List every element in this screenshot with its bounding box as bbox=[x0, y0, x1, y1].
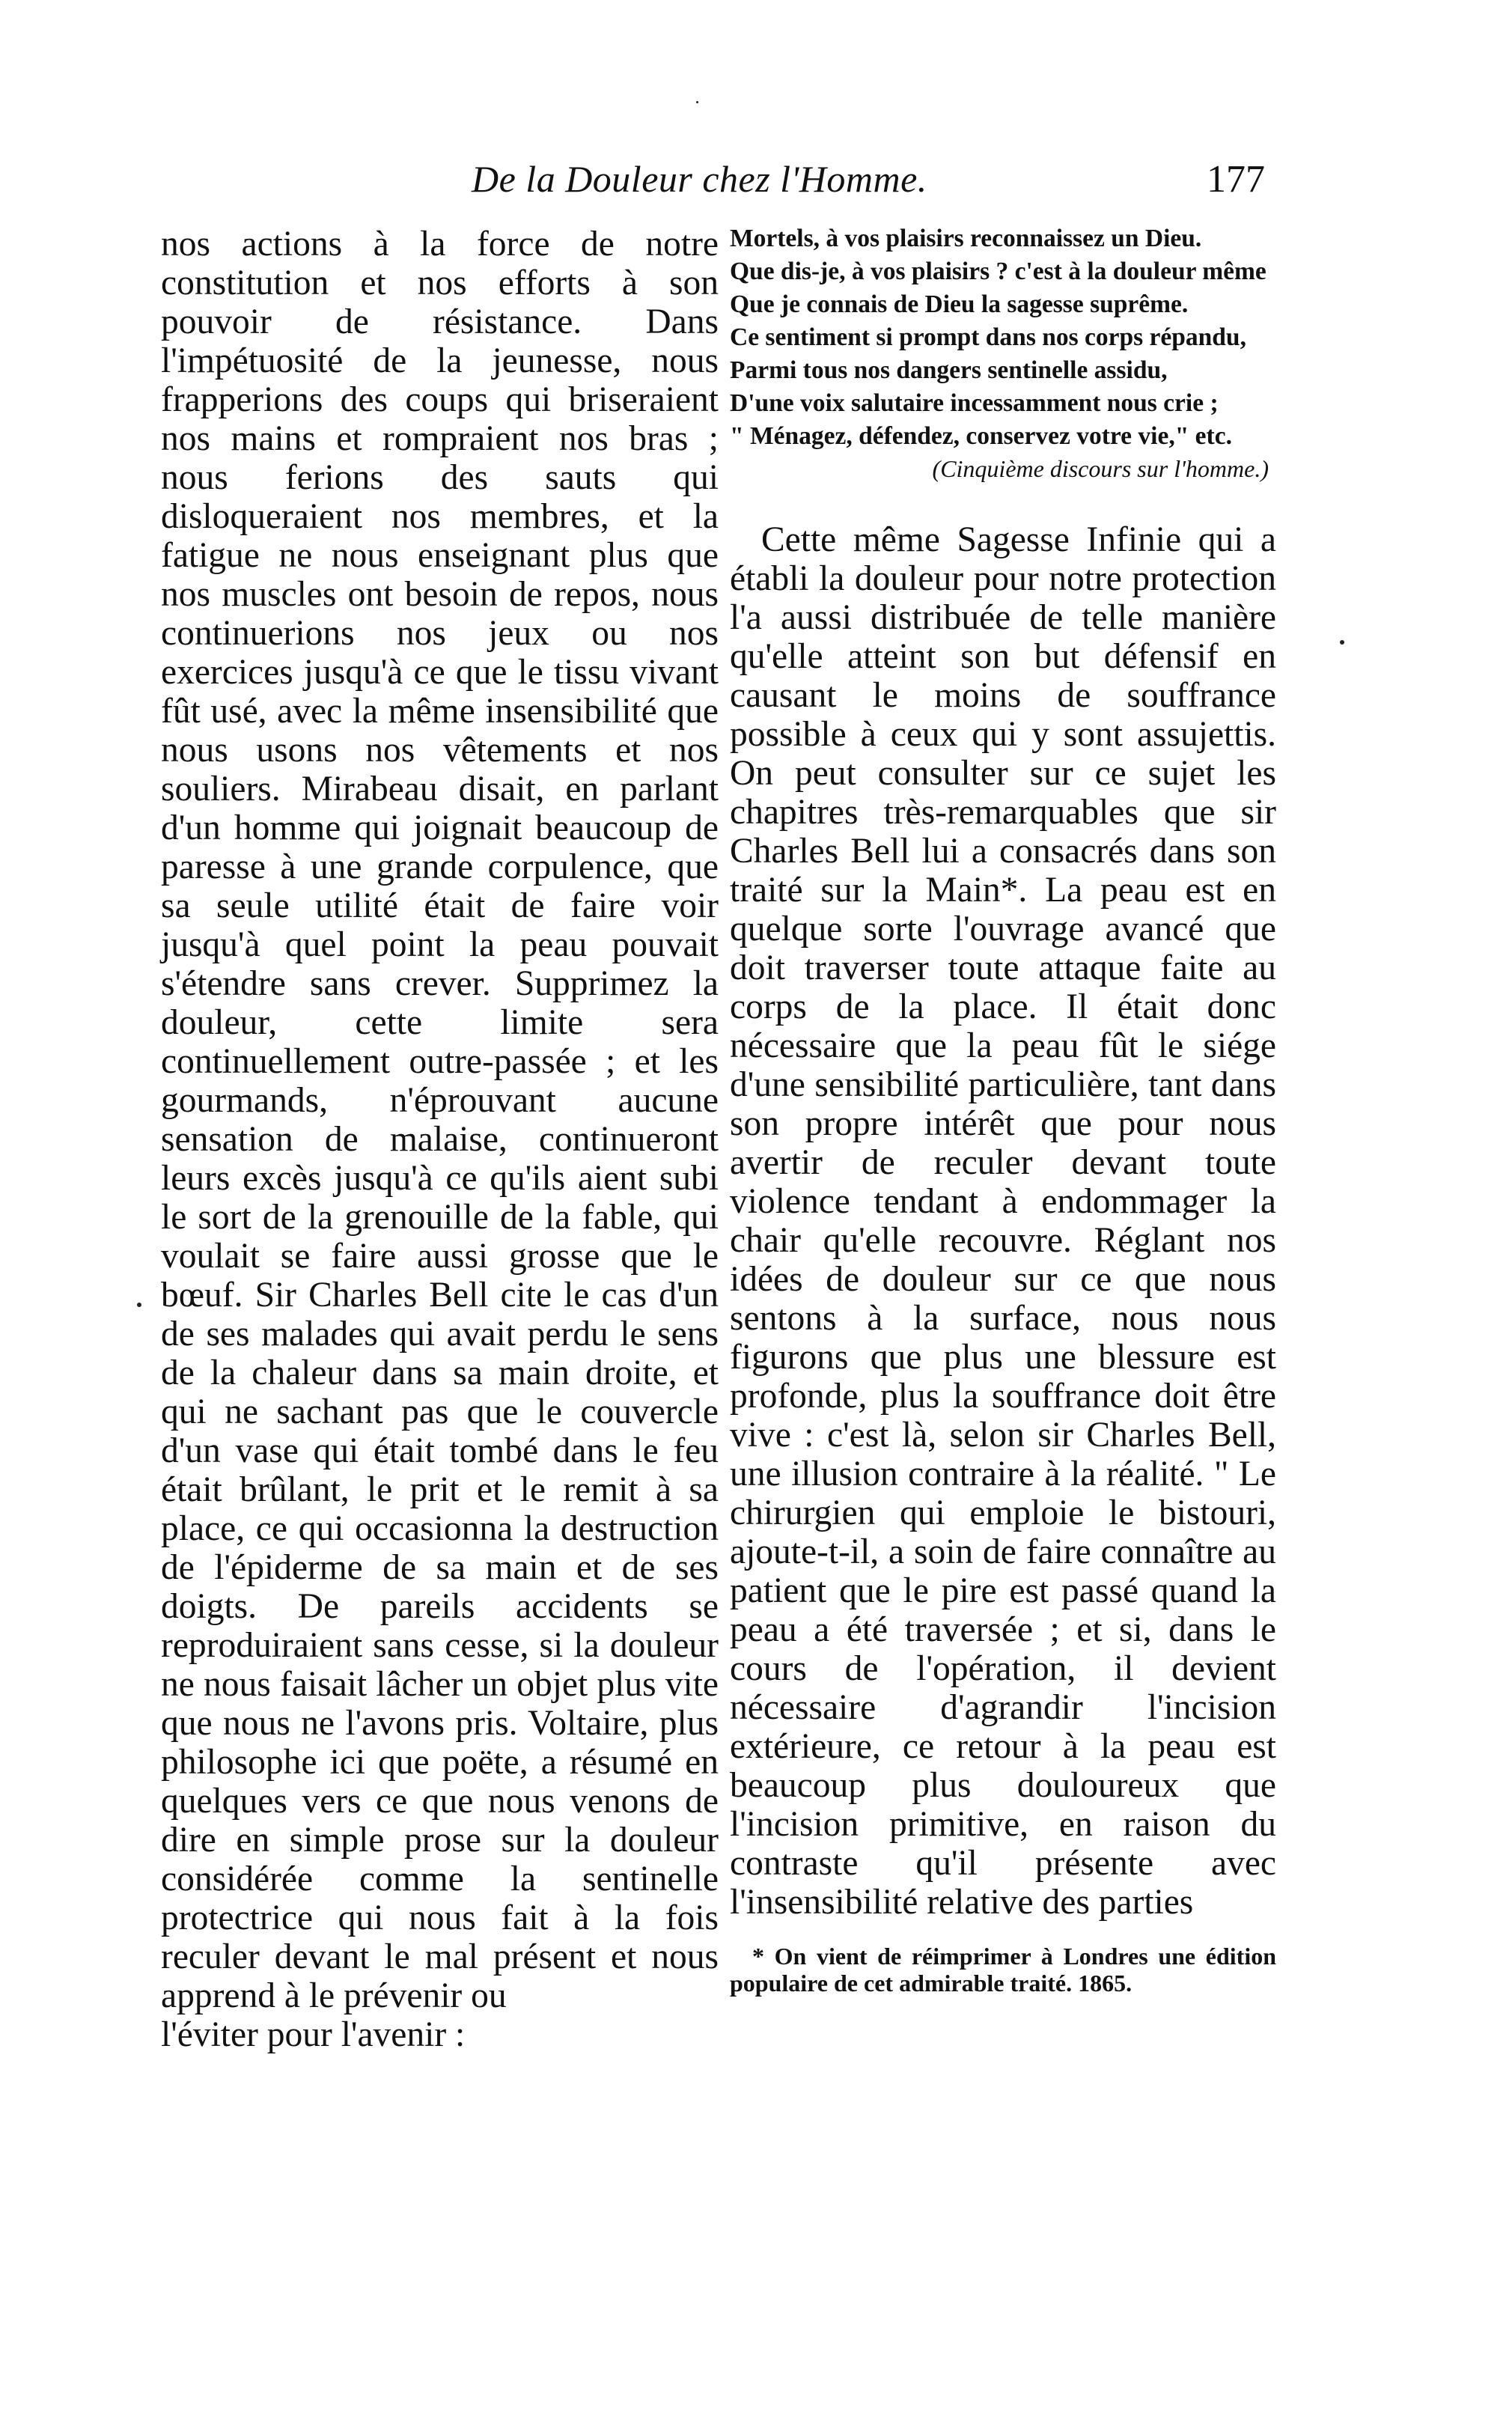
footnote: * On vient de réimprimer à Londres une édition populaire de cet admirable traité. 1865. bbox=[730, 1943, 1276, 1997]
verse-source: (Cinquième discours sur l'homme.) bbox=[932, 455, 1269, 482]
verse-line: Que dis-je, à vos plaisirs ? c'est à la douleur même bbox=[730, 258, 1266, 285]
right-column bbox=[730, 225, 1276, 1997]
left-column-text: nos actions à la force de notre constitution et nos efforts à son pouvoir de résistance. Dans l'impétuosité de la jeunesse, nous frapperions des coups qui briseraient nos mains et rompraient nos bras ; nous ferions des sauts qui disloqueraient nos membres, et la fatigue ne nous enseignant plus que nos muscles ont besoin de repos, nous continuerions nos jeux ou nos exercices jusqu'à ce que le tissu vivant fût usé, avec la même insensibilité que nous usons nos vêtements et nos souliers. Mirabeau disait, en parlant d'un homme qui joignait beaucoup de paresse à une grande corpulence, que sa seule utilité était de faire voir jusqu'à quel point la peau pouvait s'étendre sans crever. Supprimez la douleur, cette limite sera continuellement outre-passée ; et les gourmands, n'éprouvant aucune sensation de malaise, continueront leurs excès jusqu'à ce qu'ils aient subi le sort de la grenouille de la fable, qui voulait se faire aussi grosse que le bœuf. Sir Charles Bell cite le cas d'un de ses malades qui avait perdu le sens de la chaleur dans sa main droite, et qui ne sachant pas que le couvercle d'un vase qui était tombé dans le feu était brûlant, le prit et le remit à sa place, ce qui occasionna la destruction de l'épiderme de sa main et de ses doigts. De pareils accidents se reproduiraient sans cesse, si la douleur ne nous faisait lâcher un objet plus vite que nous ne l'avons pris. Voltaire, plus philosophe ici que poëte, a résumé en quelques vers ce que nous venons de dire en simple prose sur la douleur considérée comme la sentinelle protectrice qui nous fait à la fois reculer devant le mal présent et nous apprend à le prévenir ou bbox=[161, 225, 719, 2015]
margin-mark bbox=[1340, 640, 1344, 645]
page-header bbox=[0, 157, 1512, 210]
verse-line: Mortels, à vos plaisirs reconnaissez un Dieu. bbox=[730, 225, 1202, 252]
verse-quotation bbox=[730, 225, 1276, 451]
left-column-last-line: l'éviter pour l'avenir : bbox=[161, 2015, 466, 2054]
running-title: De la Douleur chez l'Homme. bbox=[472, 158, 927, 200]
page-number: 177 bbox=[1207, 158, 1265, 201]
verse-line: Parmi tous nos dangers sentinelle assidu, bbox=[730, 356, 1168, 384]
margin-mark bbox=[137, 1303, 141, 1307]
left-column bbox=[161, 225, 719, 2054]
margin-mark bbox=[696, 101, 698, 103]
right-column-text: Cette même Sagesse Infinie qui a établi la douleur pour notre protection l'a aussi distribuée de telle manière qu'elle atteint son but défensif en causant le moins de souffrance possible à ceux qui y sont assujettis. On peut consulter sur ce sujet les chapitres très-remarquables que sir Charles Bell lui a consacrés dans son traité sur la Main*. La peau est en quelque sorte l'ouvrage avancé que doit traverser toute attaque faite au corps de la place. Il était donc nécessaire que la peau fût le siége d'une sensibilité particulière, tant dans son propre intérêt que pour nous avertir de reculer devant toute violence tendant à endommager la chair qu'elle recouvre. Réglant nos idées de douleur sur ce que nous sentons à la surface, nous nous figurons que plus une blessure est profonde, plus la souffrance doit être vive : c'est là, selon sir Charles Bell, une illusion contraire à la réalité. " Le chirurgien qui emploie le bistouri, ajoute-t-il, a soin de faire connaître au patient que le pire est passé quand la peau a été traversée ; et si, dans le cours de l'opération, il devient nécessaire d'agrandir l'incision extérieure, ce retour à la peau est beaucoup plus douloureux que l'incision primitive, en raison du contraste qu'il présente avec l'insensibilité relative des parties bbox=[730, 520, 1276, 1922]
verse-line: " Ménagez, défendez, conservez votre vie," etc. bbox=[730, 422, 1232, 450]
verse-line: D'une voix salutaire incessamment nous crie ; bbox=[730, 389, 1219, 417]
verse-line: Ce sentiment si prompt dans nos corps répandu, bbox=[730, 323, 1246, 351]
verse-line: Que je connais de Dieu la sagesse suprême. bbox=[730, 290, 1189, 318]
